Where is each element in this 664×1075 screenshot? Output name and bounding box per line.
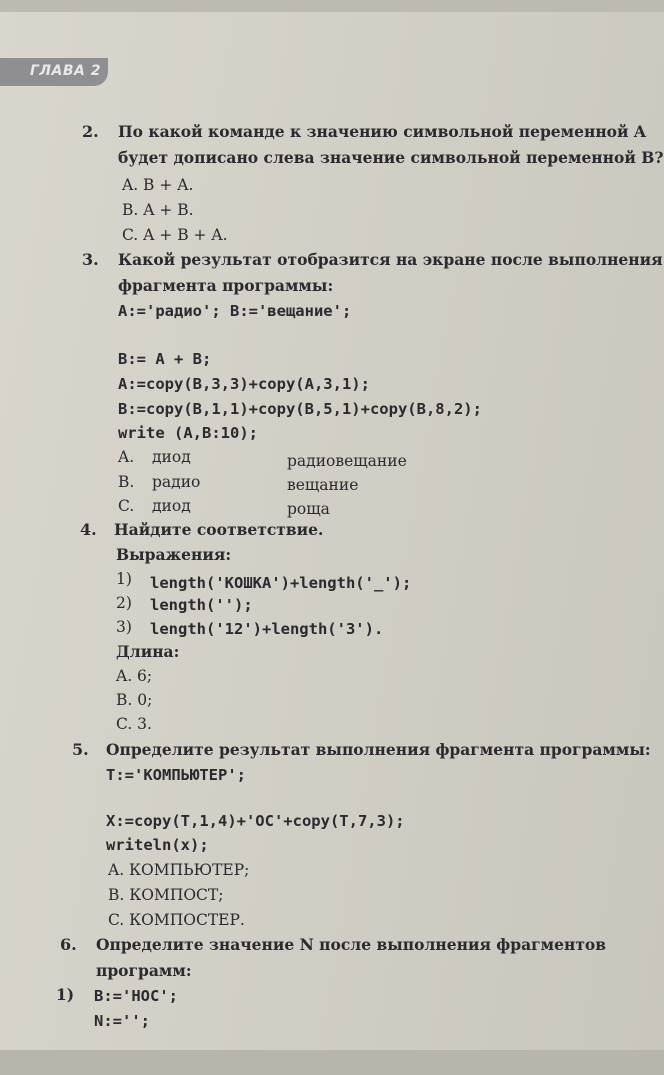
question-4-length-a: A. 6;	[116, 667, 153, 685]
question-5-number: 5.	[72, 740, 89, 759]
question-3-answer-b-value2: вещание	[287, 476, 359, 494]
question-3-code-line: A:='радио'; B:='вещание';	[118, 302, 352, 320]
question-2-number: 2.	[82, 122, 99, 141]
question-3-answer-c-letter: C.	[118, 497, 135, 515]
page-bottom-shadow	[0, 1050, 664, 1075]
question-6-sub-number: 1)	[56, 985, 75, 1004]
question-3-code-line: A:=copy(B,3,3)+copy(A,3,1);	[118, 375, 370, 393]
question-4-expr-2-number: 2)	[116, 594, 132, 612]
question-3-answer-b-value1: радио	[152, 473, 201, 491]
question-4-length-c: C. 3.	[116, 715, 152, 733]
question-5-code-line: T:='КОМПЬЮТЕР';	[106, 766, 246, 784]
question-3-answer-c-value2: роща	[287, 500, 330, 518]
page-top-edge	[0, 0, 664, 12]
question-6-code-line: N:='';	[94, 1012, 150, 1030]
question-4-length-label: Длина:	[116, 642, 180, 661]
question-4-expr-1-number: 1)	[116, 570, 132, 588]
question-6-number: 6.	[60, 935, 77, 954]
question-2-line2: будет дописано слева значение символьной переменной B?	[118, 148, 664, 167]
question-2-answer-c: C. A + B + A.	[122, 226, 228, 244]
question-3-code-line: B:=copy(B,1,1)+copy(B,5,1)+copy(B,8,2);	[118, 400, 482, 418]
question-2-answer-b: B. A + B.	[122, 201, 194, 219]
question-6-code-line: B:='НОС';	[94, 987, 178, 1005]
question-3-line2: фрагмента программы:	[118, 276, 334, 295]
question-3-answer-a-value1: диод	[152, 448, 191, 466]
question-5-code-line: writeln(x);	[106, 836, 209, 854]
question-2-line1: По какой команде к значению символьной переменной A	[118, 122, 646, 141]
question-5-code-line: X:=copy(T,1,4)+'ОС'+copy(T,7,3);	[106, 812, 405, 830]
question-3-code-line: B:= A + B;	[118, 350, 212, 368]
question-3-line1: Какой результат отобразится на экране после выполнения	[118, 250, 663, 269]
question-4-expr-3-number: 3)	[116, 618, 132, 636]
question-4-expr-3-code: length('12')+length('3').	[150, 620, 384, 638]
question-4-length-b: B. 0;	[116, 691, 153, 709]
question-5-answer-a: A. КОМПЬЮТЕР;	[108, 861, 250, 879]
question-3-answer-a-letter: A.	[118, 448, 135, 466]
question-6-line1: Определите значение N после выполнения фрагментов	[96, 935, 607, 954]
question-4-expr-2-code: length('');	[150, 596, 253, 614]
question-3-answer-c-value1: диод	[152, 497, 191, 515]
question-3-number: 3.	[82, 250, 99, 269]
question-5-line1: Определите результат выполнения фрагмента программы:	[106, 740, 651, 759]
question-6-line2: программ:	[96, 961, 192, 980]
chapter-header: ГЛАВА 2	[30, 63, 102, 79]
question-3-answer-a-value2: радиовещание	[287, 452, 407, 470]
question-4-expressions-label: Выражения:	[116, 545, 232, 564]
question-4-expr-1-code: length('КОШКА')+length('_');	[150, 574, 412, 592]
question-5-answer-b: B. КОМПОСТ;	[108, 886, 224, 904]
question-3-answer-b-letter: B.	[118, 473, 135, 491]
question-5-answer-c: C. КОМПОСТЕР.	[108, 911, 245, 929]
question-2-answer-a: A. B + A.	[122, 176, 194, 194]
question-4-number: 4.	[80, 520, 97, 539]
question-4-title: Найдите соответствие.	[114, 520, 324, 539]
question-3-code-line: write (A,B:10);	[118, 424, 258, 442]
